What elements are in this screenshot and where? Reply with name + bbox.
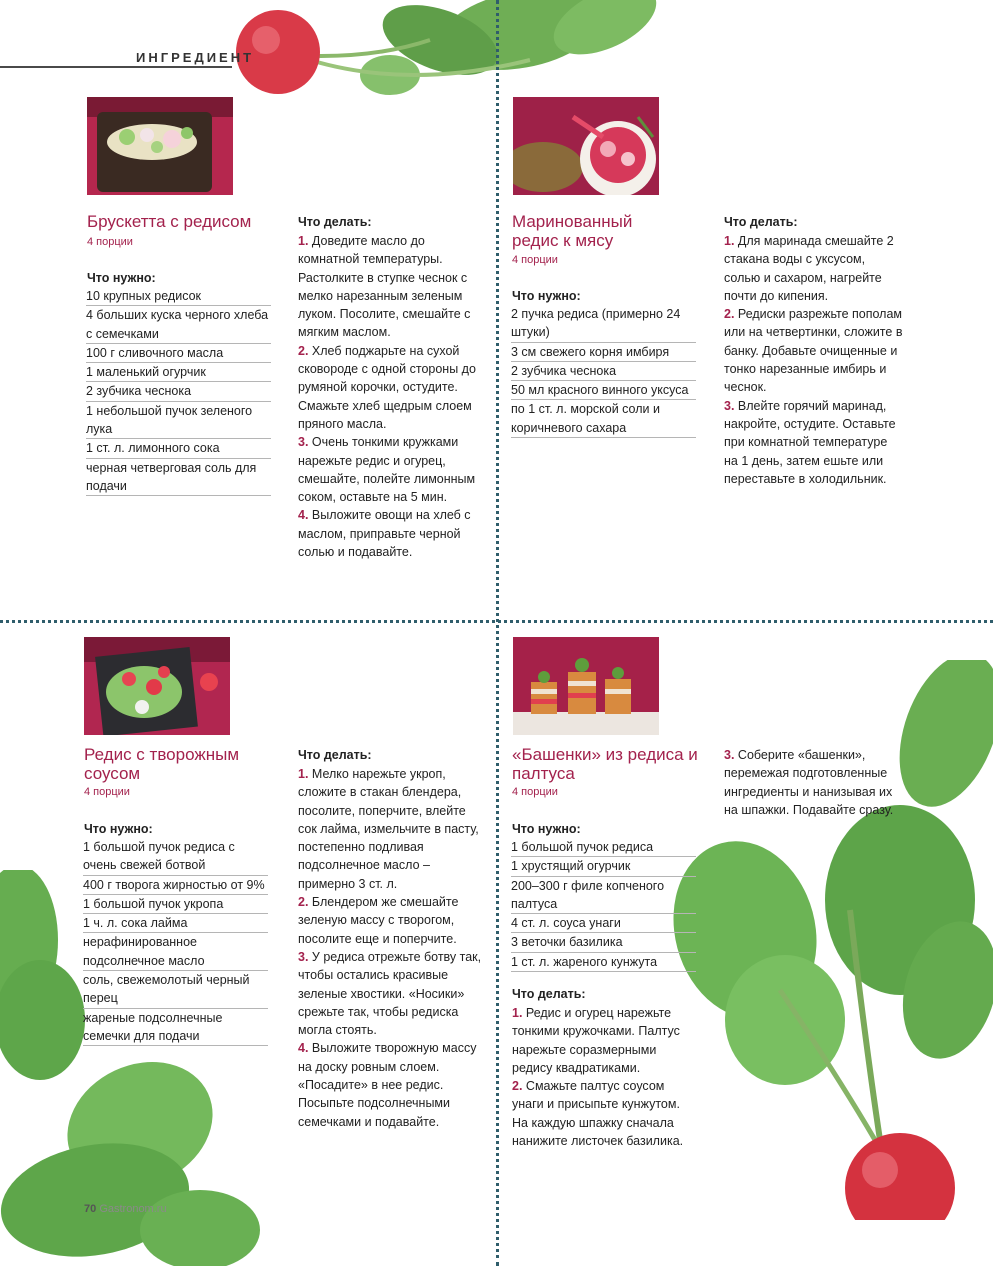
step-text: Блендером же смешайте зеленую массу с творогом, посолите еще и поперчите. [298, 895, 459, 946]
steps-list [298, 232, 488, 561]
steps-list [724, 232, 904, 488]
radish-bottom-right-illustration [650, 660, 993, 1220]
steps-heading: Что делать: [298, 748, 372, 762]
step [298, 506, 488, 561]
step-number: 4. [298, 1041, 309, 1056]
ingredients-list [511, 838, 696, 972]
ingredient-item: жареные подсолнечные семечки для подачи [83, 1009, 268, 1047]
ingredient-item: 1 большой пучок редиса с очень свежей ботвой [83, 838, 268, 876]
step [298, 433, 488, 506]
step-number: 3. [298, 949, 309, 964]
step-number: 1. [298, 234, 309, 248]
step-text: Хлеб поджарьте на сухой сковороде с одной стороны до румяной корочки, остудите. Смажьте хлеб щедрым слоем пряного масла. [298, 343, 476, 431]
step-text: Соберите «башенки», перемежая подготовленные ингредиенты и нанизывая их на шпажки. Подавайте сразу. [724, 748, 894, 817]
ingredients-heading: Что нужно: [84, 822, 153, 836]
header-rule [0, 66, 232, 68]
step-text: Выложите творожную массу на доску ровным слоем. «Посадите» в нее редис. Посыпьте подсолнечными семечками и подавайте. [298, 1041, 477, 1129]
ingredient-item: соль, свежемолотый черный перец [83, 971, 268, 1009]
step-number: 1. [298, 767, 309, 781]
ingredient-item: 4 больших куска черного хлеба с семечками [86, 306, 271, 344]
step-text: Редис и огурец нарежьте тонкими кружочками. Палтус нарежьте соразмерными редису квадратиками. [512, 1006, 680, 1075]
step-number: 2. [724, 307, 735, 322]
step-number: 1. [724, 234, 735, 248]
steps-heading: Что делать: [512, 987, 586, 1001]
ingredient-item: 1 ч. л. сока лайма [83, 914, 268, 933]
ingredients-list [83, 838, 268, 1046]
step-text: Редиски разрежьте пополам или на четвертинки, сложите в банку. Добавьте очищенные и тонко нарезанные имбирь и чеснок. [724, 307, 903, 395]
ingredient-item: 2 зубчика чеснока [86, 382, 271, 401]
recipe-title: «Башенки» из редиса и палтуса [512, 745, 698, 783]
step [724, 305, 904, 396]
step-number: 2. [512, 1079, 523, 1094]
ingredient-item: 1 хрустящий огурчик [511, 857, 696, 876]
step [724, 397, 904, 488]
step-number: 4. [298, 508, 309, 523]
step-text: Влейте горячий маринад, накройте, остудите. Оставьте при комнатной температуре на 1 день, затем ешьте или переставьте в холодильник. [724, 398, 896, 486]
ingredients-list [86, 287, 271, 496]
ingredient-item: 1 большой пучок укропа [83, 895, 268, 914]
step-number: 3. [724, 398, 735, 413]
ingredients-heading: Что нужно: [87, 271, 156, 285]
ingredient-item: 100 г сливочного масла [86, 344, 271, 363]
recipe-portions: 4 порции [512, 786, 558, 798]
step [298, 948, 488, 1039]
radish-halibut-towers-photo [513, 637, 659, 735]
ingredient-item: 1 большой пучок редиса [511, 838, 696, 857]
ingredients-list [511, 305, 696, 438]
step-number: 3. [298, 435, 309, 450]
page-footer [84, 1203, 167, 1215]
recipe-portions: 4 порции [84, 786, 130, 798]
ingredient-item: 10 крупных редисок [86, 287, 271, 306]
step [298, 342, 488, 433]
ingredient-item: 1 ст. л. лимонного сока [86, 439, 271, 458]
ingredient-item: 1 ст. л. жареного кунжута [511, 953, 696, 972]
ingredient-item: 2 зубчика чеснока [511, 362, 696, 381]
radish-curd-sauce-photo [84, 637, 230, 735]
steps-heading: Что делать: [298, 215, 372, 229]
bruschetta-photo [87, 97, 233, 195]
step [298, 765, 488, 893]
steps-heading: Что делать: [724, 215, 798, 229]
section-label: ИНГРЕДИЕНТ [136, 50, 255, 65]
pickled-radish-photo [513, 97, 659, 195]
ingredient-item: 1 небольшой пучок зеленого лука [86, 402, 271, 440]
step-text: Очень тонкими кружками нарежьте редис и огурец, смешайте, полейте лимонным соком, оставьте на 5 мин. [298, 435, 476, 505]
step [298, 893, 488, 948]
step-number: 2. [298, 895, 309, 910]
ingredients-heading: Что нужно: [512, 822, 581, 836]
steps-list [298, 765, 488, 1131]
site-name: Gastronom.ru [99, 1203, 167, 1215]
ingredient-item: 3 см свежего корня имбиря [511, 343, 696, 362]
recipe-title: Редис с творожным соусом [84, 745, 240, 783]
step [724, 746, 904, 819]
recipe-portions: 4 порции [87, 236, 133, 248]
ingredient-item: 4 ст. л. соуса унаги [511, 914, 696, 933]
ingredient-item: 2 пучка редиса (примерно 24 штуки) [511, 305, 696, 343]
vertical-divider [496, 0, 499, 1266]
steps-list-continued [724, 746, 904, 819]
ingredient-item: 3 веточки базилика [511, 933, 696, 952]
recipe-portions: 4 порции [512, 254, 558, 266]
horizontal-divider [0, 620, 993, 623]
step-number: 3. [724, 748, 735, 762]
steps-list [512, 1004, 697, 1150]
step [512, 1077, 697, 1150]
step-text: Выложите овощи на хлеб с маслом, приправьте черной солью и подавайте. [298, 508, 471, 560]
ingredient-item: 200–300 г филе копченого палтуса [511, 877, 696, 915]
ingredient-item: 400 г творога жирностью от 9% [83, 876, 268, 895]
step-text: Смажьте палтус соусом унаги и присыпьте кунжутом. На каждую шпажку сначала нанижите листочек базилика. [512, 1079, 684, 1149]
page-number: 70 [84, 1203, 97, 1215]
ingredient-item: по 1 ст. л. морской соли и коричневого сахара [511, 400, 696, 438]
step-text: У редиса отрежьте ботву так, чтобы остались красивые зеленые хвостики. «Носики» срежьте так, чтобы редиска могла стоять. [298, 949, 482, 1038]
recipe-title: Маринованный редис к мясу [512, 212, 633, 250]
recipe-title: Брускетта с редисом [87, 212, 252, 231]
step [512, 1004, 697, 1077]
step-number: 1. [512, 1006, 523, 1020]
step-text: Доведите масло до комнатной температуры. Растолките в ступке чеснок с мелко нарезанным зеленым луком. Посолите, смешайте с мягким маслом. [298, 234, 471, 340]
ingredient-item: 50 мл красного винного уксуса [511, 381, 696, 400]
step [298, 232, 488, 342]
ingredient-item: 1 маленький огурчик [86, 363, 271, 382]
step [298, 1039, 488, 1130]
step [724, 232, 904, 305]
step-number: 2. [298, 343, 309, 358]
ingredients-heading: Что нужно: [512, 289, 581, 303]
step-text: Мелко нарежьте укроп, сложите в стакан блендера, посолите, поперчите, влейте сок лайма, измельчите в пасту, постепенно подливая подсолнечное масло – примерно 3 ст. л. [298, 767, 479, 891]
step-text: Для маринада смешайте 2 стакана воды с уксусом, солью и сахаром, нагрейте почти до кипения. [724, 234, 894, 303]
ingredient-item: нерафинированное подсолнечное масло [83, 933, 268, 971]
ingredient-item: черная четверговая соль для подачи [86, 459, 271, 497]
